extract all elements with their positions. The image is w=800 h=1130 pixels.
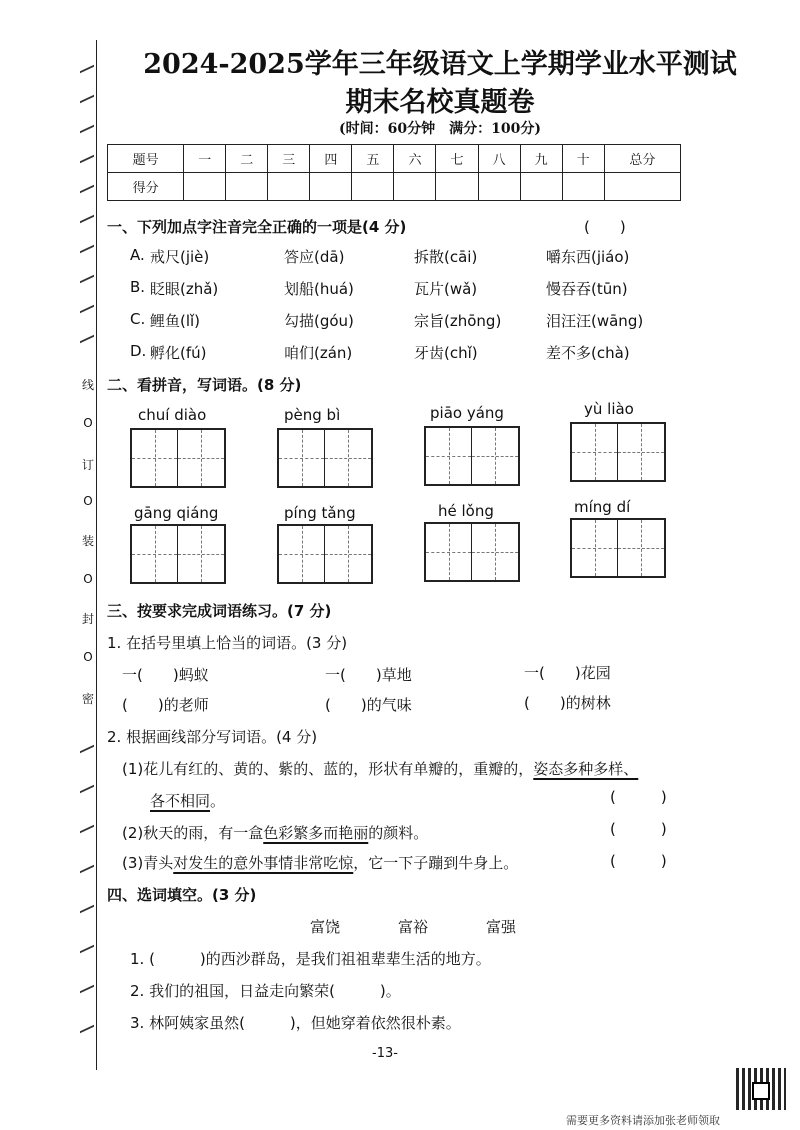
sentence-3-2-3 [122,852,518,873]
score-header-row [108,145,681,173]
page-title: 2024-2025学年三年级语文上学期学业水平测试 [143,49,737,80]
margin-hatch [80,937,94,954]
qr-center-icon [752,1082,770,1100]
underlined-text: 姿态多种多样、 [533,760,639,778]
margin-mark-feng: 封 [81,612,94,626]
margin-hatch [80,177,94,194]
writing-grid[interactable] [570,518,666,578]
underlined-text: 对发生的意外事情非常吃惊 [173,854,354,872]
score-input[interactable] [268,173,310,201]
option-label: D. [130,342,147,360]
score-input[interactable] [394,173,436,201]
writing-grid[interactable] [424,426,520,486]
section3-heading: 三、按要求完成词语练习。(7 分) [107,602,332,620]
exam-meta: (时间：60分钟 满分：100分) [339,121,541,137]
score-input[interactable] [226,173,268,201]
margin-hatch [80,897,94,914]
section2-heading: 二、看拼音，写词语。(8 分) [107,376,302,394]
pinyin-label: píng tǎng [284,504,356,522]
option-item: 瓦片(wǎ) [414,280,478,298]
page-subtitle: 期末名校真题卷 [345,87,535,118]
score-input[interactable] [310,173,352,201]
underlined-text: 各不相同 [150,792,211,810]
option-item: 划船(huá) [284,280,354,298]
binding-line [96,40,97,1070]
score-cell: 总分 [604,145,680,173]
margin-mark-zhuang: 装 [81,534,94,548]
score-cell: 十 [562,145,604,173]
score-input[interactable] [352,173,394,201]
option-label: A. [130,246,145,264]
score-table [107,144,681,201]
pinyin-label: chuí diào [138,406,207,424]
question-3-2: 2. 根据画线部分写词语。(4 分) [107,728,318,746]
fill-sentence: 2. 我们的祖国，日益走向繁荣( )。 [130,982,401,1000]
score-cell: 六 [394,145,436,173]
margin-hatch [80,777,94,794]
option-item: 勾描(góu) [284,312,354,330]
score-cell: 九 [520,145,562,173]
fill-item: 一( )草地 [325,666,412,684]
margin-hatch [80,977,94,994]
sentence-3-2-2 [122,822,428,843]
margin-mark-xian: 线 [81,378,94,392]
option-item: 戒尺(jiè) [150,248,210,266]
fill-item: ( )的气味 [325,696,412,714]
fill-item: 一( )花园 [524,664,611,682]
option-item: 嚼东西(jiáo) [546,248,630,266]
writing-grid[interactable] [277,428,373,488]
underlined-text: 色彩繁多而艳丽 [263,824,369,842]
option-item: 拆散(cāi) [414,248,478,266]
margin-hatch [80,817,94,834]
writing-grid[interactable] [130,524,226,584]
margin-hatch [80,87,94,104]
margin-hatch [80,1017,94,1034]
fill-sentence: 1. ( )的西沙群岛，是我们祖祖辈辈生活的地方。 [130,950,491,968]
section4-heading: 四、选词填空。(3 分) [107,886,257,904]
margin-hatch [80,147,94,164]
page-number: -13- [372,1046,398,1061]
margin-hatch [80,117,94,134]
score-input[interactable] [478,173,520,201]
margin-hatch [80,207,94,224]
option-item: 孵化(fú) [150,344,207,362]
option-item: 差不多(chà) [546,344,630,362]
score-cell: 五 [352,145,394,173]
margin-hatch [80,267,94,284]
option-item: 眨眼(zhǎ) [150,280,219,298]
score-input[interactable] [562,173,604,201]
margin-mark-mi: 密 [81,692,94,706]
fill-item: ( )的老师 [122,696,209,714]
margin-mark-circle: O [83,572,93,586]
score-cell: 七 [436,145,478,173]
sentence-text: (2)秋天的雨，有一盒 [122,824,264,842]
margin-hatch [80,297,94,314]
option-item: 鲤鱼(lǐ) [150,312,201,330]
option-label: B. [130,278,146,296]
question-3-1: 1. 在括号里填上恰当的词语。(3 分) [107,634,348,652]
sentence-text: 。 [210,792,226,810]
sentence-text: (3)青头 [122,854,174,872]
score-cell: 四 [310,145,352,173]
score-input[interactable] [604,173,680,201]
score-input[interactable] [520,173,562,201]
score-cell: 一 [184,145,226,173]
pinyin-label: piāo yáng [430,404,504,422]
score-input[interactable] [436,173,478,201]
score-cell: 题号 [108,145,184,173]
pinyin-label: hé lǒng [438,502,494,520]
word-choice: 富饶 [310,918,341,936]
margin-mark-circle: O [83,494,93,508]
writing-grid[interactable] [130,428,226,488]
option-item: 泪汪汪(wāng) [546,312,644,330]
answer-paren[interactable]: ( ) [610,852,667,870]
margin-mark-circle: O [83,416,93,430]
word-choice: 富裕 [398,918,429,936]
section1-heading: 一、下列加点字注音完全正确的一项是(4 分) [107,218,407,236]
fill-item: ( )的树林 [524,694,611,712]
answer-paren[interactable]: ( ) [610,788,667,806]
option-item: 答应(dā) [284,248,345,266]
word-choice: 富强 [486,918,517,936]
margin-mark-circle: O [83,650,93,664]
answer-paren[interactable]: ( ) [610,820,667,838]
writing-grid[interactable] [277,524,373,584]
option-item: 宗旨(zhōng) [414,312,502,330]
score-cell: 八 [478,145,520,173]
score-input[interactable] [184,173,226,201]
option-label: C. [130,310,146,328]
fill-sentence: 3. 林阿姨家虽然( )，但她穿着依然很朴素。 [130,1014,461,1032]
option-item: 慢吞吞(tūn) [546,280,628,298]
writing-grid[interactable] [424,522,520,582]
score-cell: 三 [268,145,310,173]
sentence-3-2-1-cont [150,790,225,811]
sentence-text: ，它一下子蹦到牛身上。 [353,854,519,872]
option-item: 牙齿(chǐ) [414,344,478,362]
pinyin-label: gāng qiáng [134,504,219,522]
margin-hatch [80,57,94,74]
pinyin-label: míng dí [574,498,631,516]
option-item: 咱们(zán) [284,344,353,362]
section1-answer-paren[interactable]: ( ) [584,218,626,236]
score-row [108,173,681,201]
margin-hatch [80,237,94,254]
score-cell: 二 [226,145,268,173]
writing-grid[interactable] [570,422,666,482]
margin-mark-ding: 订 [81,458,94,472]
fill-item: 一( )蚂蚁 [122,666,209,684]
pinyin-label: yù liào [584,400,634,418]
margin-hatch [80,857,94,874]
margin-hatch [80,737,94,754]
score-label: 得分 [108,173,184,201]
sentence-3-2-1 [122,758,638,779]
pinyin-label: pèng bì [284,406,341,424]
promo-text: 需要更多资料请添加张老师领取 [566,1114,720,1127]
sentence-text: (1)花儿有红的、黄的、紫的、蓝的，形状有单瓣的，重瓣的， [122,760,534,778]
sentence-text: 的颜料。 [368,824,429,842]
margin-hatch [80,327,94,344]
